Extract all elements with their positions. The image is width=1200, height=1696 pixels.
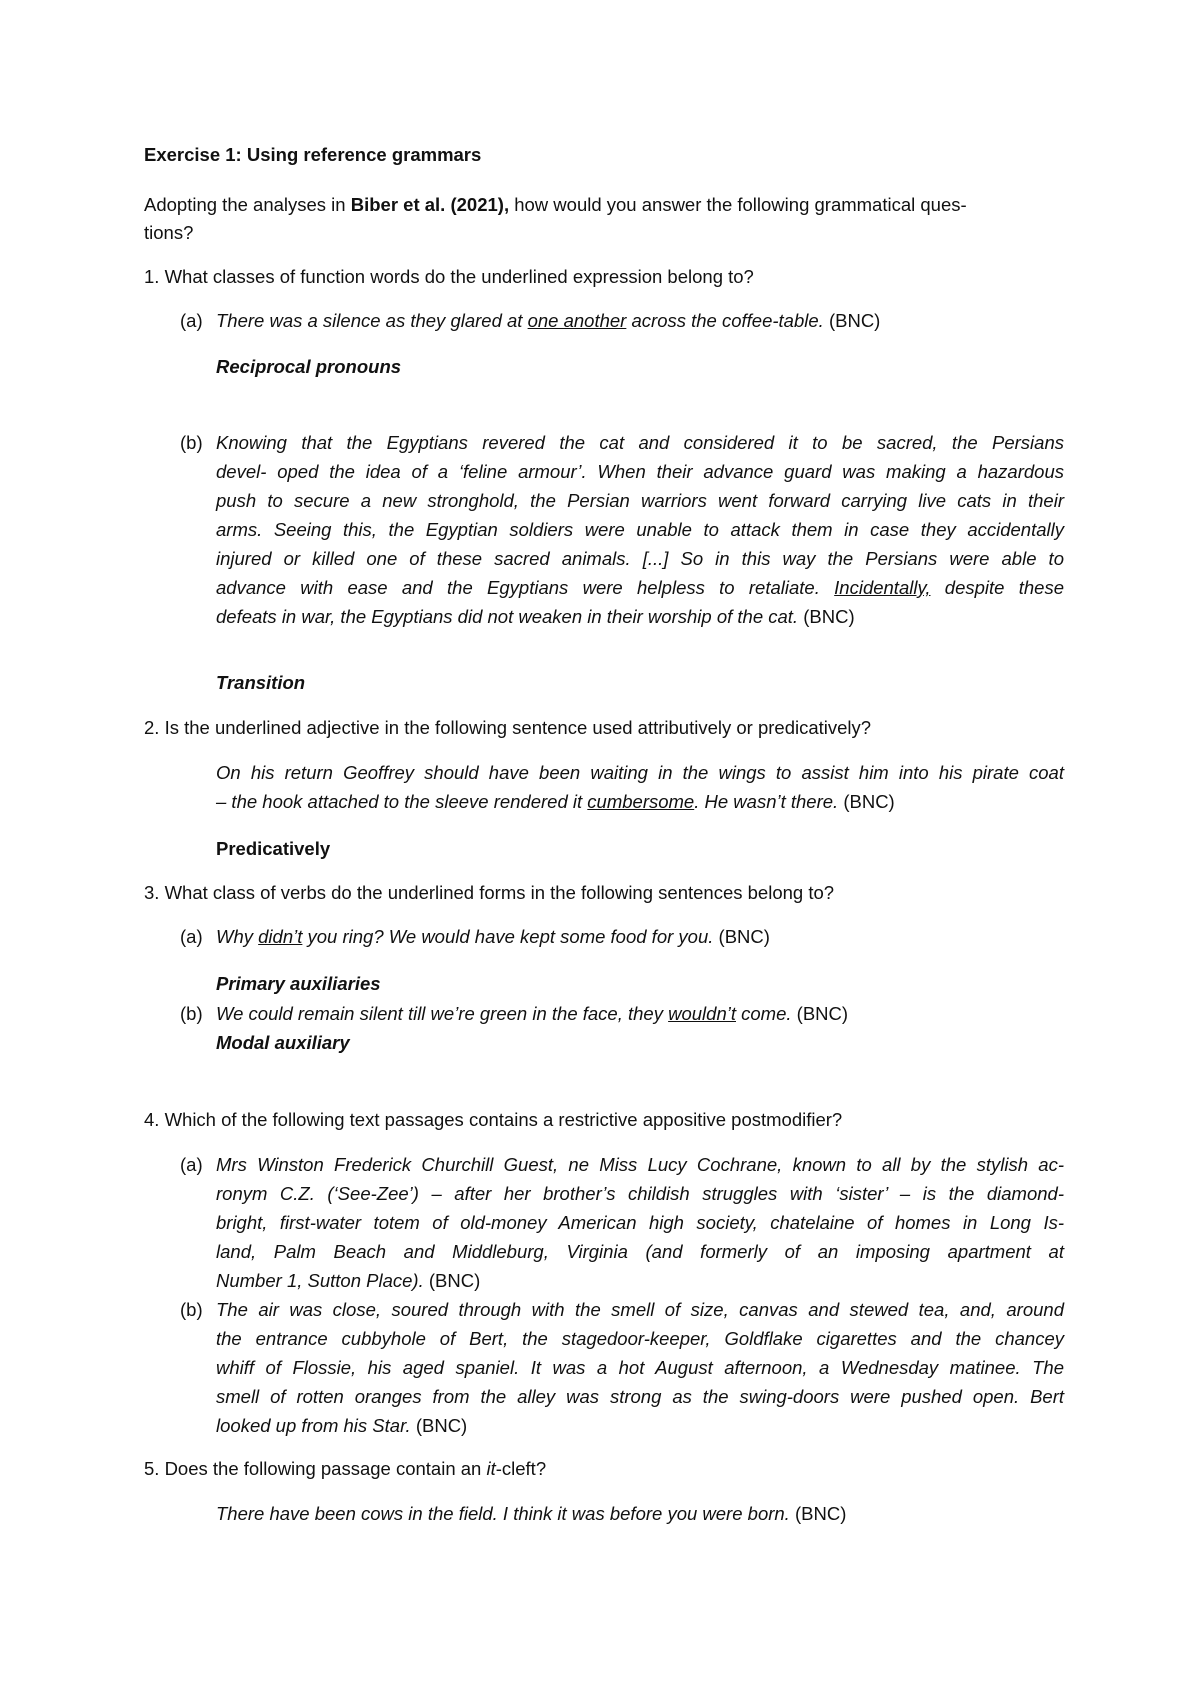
intro-line-1 xyxy=(144,193,967,217)
q3-b-source: (BNC) xyxy=(791,1003,849,1024)
q1-b-line-5: injured or killed one of these sacred animals. [...] So in this way the Persians were able to xyxy=(216,548,1064,569)
question-3: 3. What class of verbs do the underlined forms in the following sentences belong to? xyxy=(144,882,835,903)
q1-b-line-6 xyxy=(216,576,1064,600)
q2-line-1: On his return Geoffrey should have been waiting in the wings to assist him into his pirate coat xyxy=(216,762,1064,783)
q1-b-line-7-text: defeats in war, the Egyptians did not weaken in their worship of the cat. xyxy=(216,606,799,627)
q4-b-label: (b) xyxy=(180,1299,203,1320)
q4-a-line-2: ronym C.Z. (‘See-Zee’) – after her brother’s childish struggles with ‘sister’ – is the diamond- xyxy=(216,1183,1064,1204)
q4-a-line-5-text: Number 1, Sutton Place). xyxy=(216,1270,424,1291)
q3-a-text-1: Why xyxy=(216,926,259,947)
q4-b-line-1: The air was close, soured through with the smell of size, canvas and stewed tea, and, around xyxy=(216,1299,1064,1320)
q1-b-answer: Transition xyxy=(216,672,306,693)
q2-source: (BNC) xyxy=(838,791,895,812)
q4-b-source: (BNC) xyxy=(410,1415,468,1436)
q4-a-line-1: Mrs Winston Frederick Churchill Guest, ne Miss Lucy Cochrane, known to all by the stylish ac- xyxy=(216,1154,1064,1175)
question-2: 2. Is the underlined adjective in the following sentence used attributively or predicatively? xyxy=(144,717,872,738)
q1-a-label: (a) xyxy=(180,310,203,331)
q5-text-2: -cleft? xyxy=(495,1458,547,1479)
q1-b-underlined: Incidentally, xyxy=(834,577,931,598)
q4-b-line-5-text: looked up from his Star. xyxy=(216,1415,411,1436)
q3-b-text-2: come. xyxy=(736,1003,792,1024)
q4-a-line-3: bright, first-water totem of old-money American high society, chatelaine of homes in Long Is- xyxy=(216,1212,1064,1233)
q1-b-line-7 xyxy=(216,605,1064,629)
q1-b-line-6-text-2: despite these xyxy=(930,577,1064,598)
q1-a-underlined: one another xyxy=(527,310,627,331)
intro-text-after: how would you answer the following grammatical ques- xyxy=(509,194,967,215)
q5-source: (BNC) xyxy=(789,1503,847,1524)
q1-a-text-1: There was a silence as they glared at xyxy=(216,310,528,331)
q5-sentence: There have been cows in the field. I think it was before you were born. xyxy=(216,1503,790,1524)
q1-b-line-2: devel- oped the idea of a ‘feline armour’. When their advance guard was making a hazardous xyxy=(216,461,1064,482)
question-4: 4. Which of the following text passages contains a restrictive appositive postmodifier? xyxy=(144,1109,843,1130)
q1-b-label: (b) xyxy=(180,432,203,453)
q2-answer: Predicatively xyxy=(216,838,331,859)
q4-a-label: (a) xyxy=(180,1154,203,1175)
q1-b-source: (BNC) xyxy=(798,606,855,627)
exercise-title: Exercise 1: Using reference grammars xyxy=(144,144,482,165)
q3-a-underlined: didn’t xyxy=(258,926,303,947)
q5-text-1: 5. Does the following passage contain an xyxy=(144,1458,487,1479)
intro-line-2: tions? xyxy=(144,222,194,243)
q2-text-1: – the hook attached to the sleeve rendered it xyxy=(216,791,588,812)
q3-a-example xyxy=(216,925,1064,949)
q4-b-line-2: the entrance cubbyhole of Bert, the stagedoor-keeper, Goldflake cigarettes and the chancey xyxy=(216,1328,1064,1349)
q1-a-source: (BNC) xyxy=(823,310,881,331)
q4-a-line-5 xyxy=(216,1269,1064,1293)
q1-a-example xyxy=(216,309,1064,333)
q4-b-line-5 xyxy=(216,1414,1064,1438)
q4-b-line-4: smell of rotten oranges from the alley was strong as the swing-doors were pushed open. Bert xyxy=(216,1386,1064,1407)
q2-line-2 xyxy=(216,790,1064,814)
q2-text-2: . He wasn’t there. xyxy=(694,791,839,812)
q4-a-line-4: land, Palm Beach and Middleburg, Virginia (and formerly of an imposing apartment at xyxy=(216,1241,1064,1262)
intro-reference: Biber et al. (2021), xyxy=(350,194,510,215)
q3-a-text-2: you ring? We would have kept some food for you. xyxy=(302,926,714,947)
q2-underlined: cumbersome xyxy=(587,791,695,812)
question-5 xyxy=(144,1457,546,1481)
q3-a-answer: Primary auxiliaries xyxy=(216,973,381,994)
q1-b-line-6-text-1: advance with ease and the Egyptians were helpless to retaliate. xyxy=(216,577,835,598)
q3-b-underlined: wouldn’t xyxy=(668,1003,736,1024)
q5-example xyxy=(216,1502,1064,1526)
q3-b-example xyxy=(216,1002,1064,1026)
q5-it-word: it xyxy=(486,1458,496,1479)
question-1: 1. What classes of function words do the underlined expression belong to? xyxy=(144,266,754,287)
q1-a-text-2: across the coffee-table. xyxy=(626,310,824,331)
q4-b-line-3: whiff of Flossie, his aged spaniel. It was a hot August afternoon, a Wednesday matinee. The xyxy=(216,1357,1064,1378)
q3-b-label: (b) xyxy=(180,1003,203,1024)
q4-a-source: (BNC) xyxy=(423,1270,481,1291)
intro-text-before: Adopting the analyses in xyxy=(144,194,351,215)
q1-b-line-1: Knowing that the Egyptians revered the cat and considered it to be sacred, the Persians xyxy=(216,432,1064,453)
q1-b-line-3: push to secure a new stronghold, the Persian warriors went forward carrying live cats in their xyxy=(216,490,1064,511)
q3-b-text-1: We could remain silent till we’re green in the face, they xyxy=(216,1003,669,1024)
q3-a-label: (a) xyxy=(180,926,203,947)
q3-a-source: (BNC) xyxy=(713,926,770,947)
q3-b-answer: Modal auxiliary xyxy=(216,1032,350,1053)
q1-b-line-4: arms. Seeing this, the Egyptian soldiers were unable to attack them in case they accidentally xyxy=(216,519,1064,540)
q1-a-answer: Reciprocal pronouns xyxy=(216,356,402,377)
